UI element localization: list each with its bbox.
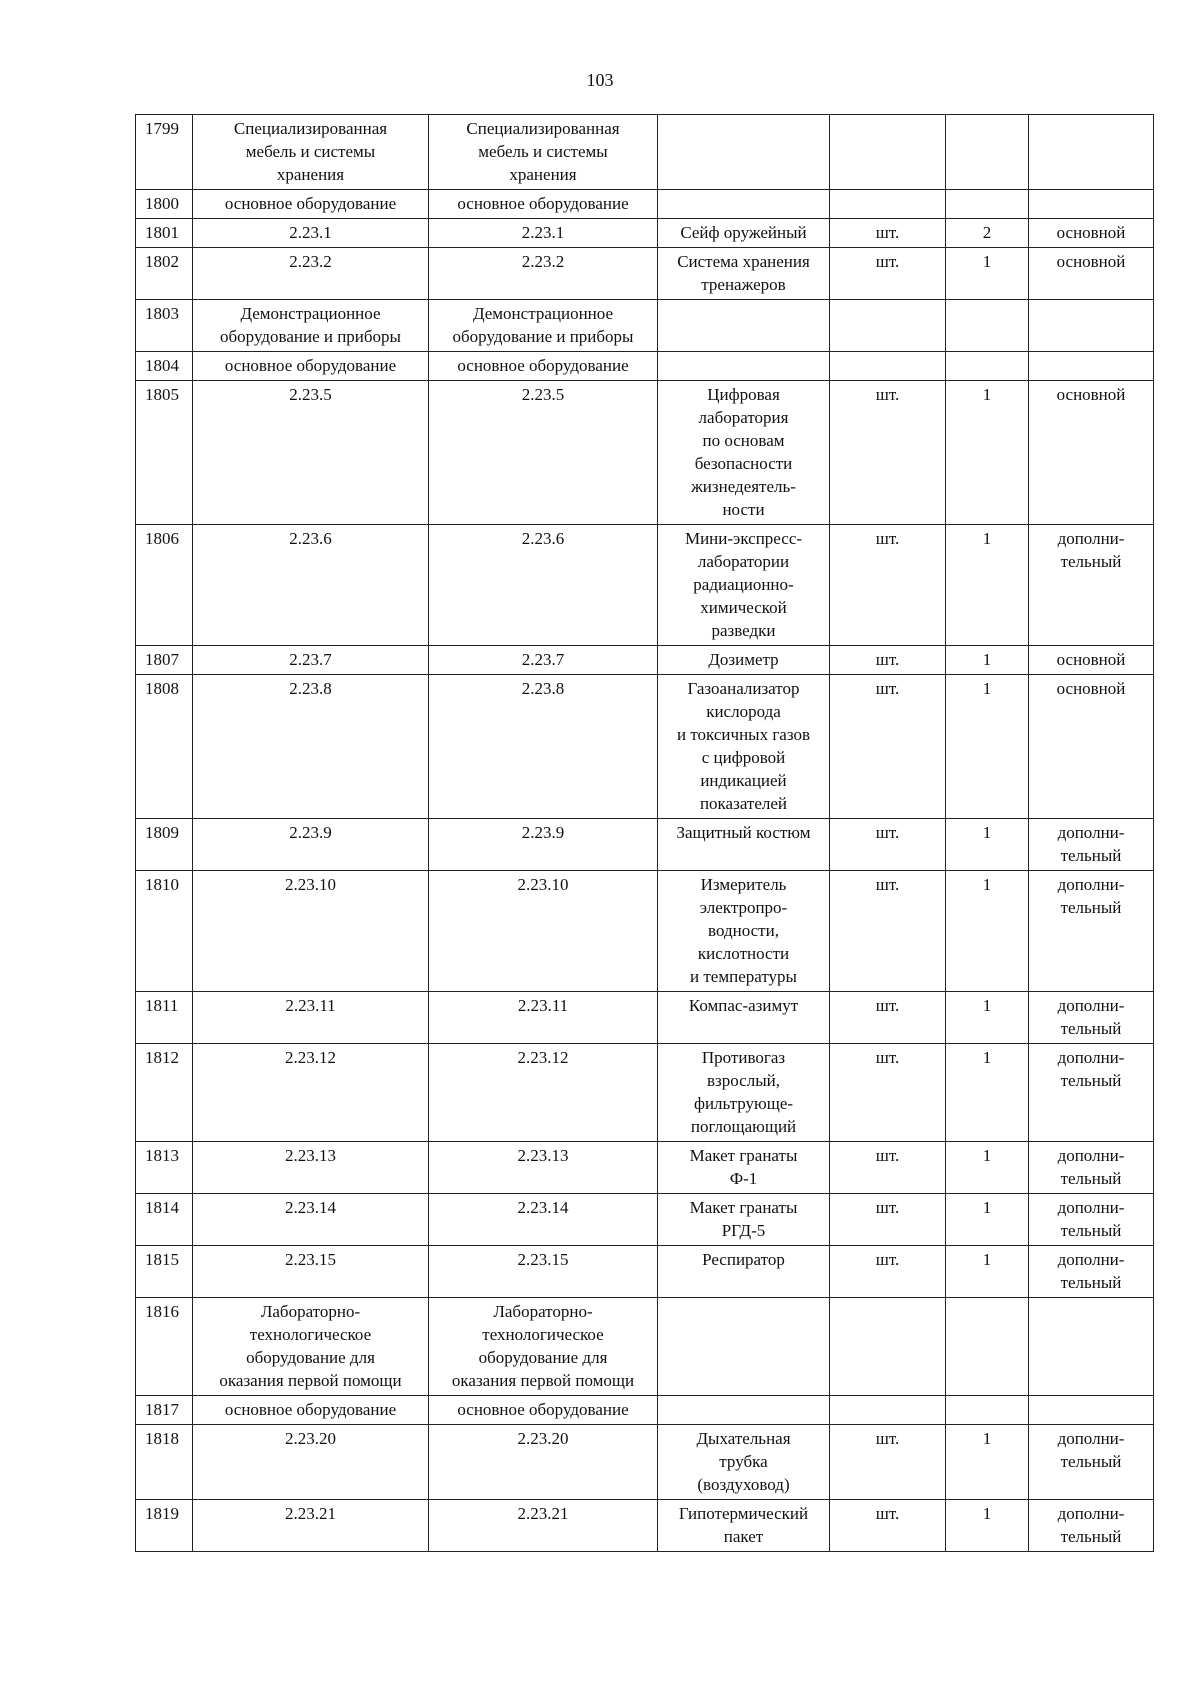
unit-cell (830, 190, 946, 219)
quantity-cell: 1 (946, 381, 1029, 525)
kind-cell: дополни- тельный (1029, 1500, 1154, 1552)
quantity-cell (946, 1396, 1029, 1425)
table-row (136, 1298, 1154, 1396)
subsection-code-cell: 2.23.8 (429, 675, 658, 819)
unit-cell: шт. (830, 1194, 946, 1246)
unit-cell: шт. (830, 675, 946, 819)
table-row (136, 1044, 1154, 1142)
quantity-cell: 1 (946, 646, 1029, 675)
section-code-cell: Демонстрационное оборудование и приборы (193, 300, 429, 352)
quantity-cell: 1 (946, 1425, 1029, 1500)
section-code-cell: 2.23.14 (193, 1194, 429, 1246)
kind-cell: дополни- тельный (1029, 525, 1154, 646)
item-name-cell (658, 1396, 830, 1425)
unit-cell: шт. (830, 819, 946, 871)
table-body (136, 115, 1154, 1552)
section-code-cell: 2.23.21 (193, 1500, 429, 1552)
item-name-cell: Макет гранаты Ф-1 (658, 1142, 830, 1194)
row-number-cell: 1807 (136, 646, 193, 675)
row-number-cell: 1802 (136, 248, 193, 300)
table-row (136, 525, 1154, 646)
kind-cell: дополни- тельный (1029, 1142, 1154, 1194)
item-name-cell: Гипотермический пакет (658, 1500, 830, 1552)
unit-cell (830, 115, 946, 190)
table-row (136, 675, 1154, 819)
unit-cell: шт. (830, 525, 946, 646)
equipment-table (135, 114, 1154, 1552)
subsection-code-cell: 2.23.20 (429, 1425, 658, 1500)
section-code-cell: основное оборудование (193, 352, 429, 381)
row-number-cell: 1814 (136, 1194, 193, 1246)
item-name-cell (658, 300, 830, 352)
section-code-cell: 2.23.12 (193, 1044, 429, 1142)
subsection-code-cell: 2.23.12 (429, 1044, 658, 1142)
subsection-code-cell: 2.23.14 (429, 1194, 658, 1246)
kind-cell (1029, 1298, 1154, 1396)
item-name-cell: Газоанализатор кислорода и токсичных газов с цифровой индикацией показателей (658, 675, 830, 819)
item-name-cell (658, 352, 830, 381)
item-name-cell: Макет гранаты РГД-5 (658, 1194, 830, 1246)
row-number-cell: 1818 (136, 1425, 193, 1500)
unit-cell: шт. (830, 1246, 946, 1298)
quantity-cell: 1 (946, 1044, 1029, 1142)
kind-cell: основной (1029, 219, 1154, 248)
item-name-cell (658, 1298, 830, 1396)
section-code-cell: 2.23.7 (193, 646, 429, 675)
subsection-code-cell: 2.23.10 (429, 871, 658, 992)
kind-cell: основной (1029, 381, 1154, 525)
subsection-code-cell: 2.23.1 (429, 219, 658, 248)
table-row (136, 1425, 1154, 1500)
kind-cell: дополни- тельный (1029, 1425, 1154, 1500)
section-code-cell: 2.23.13 (193, 1142, 429, 1194)
item-name-cell: Дозиметр (658, 646, 830, 675)
unit-cell: шт. (830, 1425, 946, 1500)
row-number-cell: 1812 (136, 1044, 193, 1142)
kind-cell (1029, 300, 1154, 352)
section-code-cell: 2.23.6 (193, 525, 429, 646)
kind-cell: дополни- тельный (1029, 992, 1154, 1044)
table-row (136, 819, 1154, 871)
subsection-code-cell: 2.23.5 (429, 381, 658, 525)
table-row (136, 219, 1154, 248)
unit-cell: шт. (830, 219, 946, 248)
item-name-cell: Система хранения тренажеров (658, 248, 830, 300)
subsection-code-cell: 2.23.11 (429, 992, 658, 1044)
kind-cell: дополни- тельный (1029, 1044, 1154, 1142)
table-row (136, 1500, 1154, 1552)
table-row (136, 115, 1154, 190)
row-number-cell: 1801 (136, 219, 193, 248)
quantity-cell: 1 (946, 992, 1029, 1044)
subsection-code-cell: 2.23.21 (429, 1500, 658, 1552)
row-number-cell: 1808 (136, 675, 193, 819)
section-code-cell: 2.23.15 (193, 1246, 429, 1298)
kind-cell (1029, 1396, 1154, 1425)
subsection-code-cell: 2.23.9 (429, 819, 658, 871)
quantity-cell: 1 (946, 675, 1029, 819)
table-row (136, 190, 1154, 219)
item-name-cell: Сейф оружейный (658, 219, 830, 248)
quantity-cell (946, 300, 1029, 352)
subsection-code-cell: 2.23.13 (429, 1142, 658, 1194)
row-number-cell: 1804 (136, 352, 193, 381)
quantity-cell: 1 (946, 1500, 1029, 1552)
section-code-cell: Специализированная мебель и системы хранения (193, 115, 429, 190)
section-code-cell: Лабораторно- технологическое оборудование для оказания первой помощи (193, 1298, 429, 1396)
subsection-code-cell: основное оборудование (429, 190, 658, 219)
subsection-code-cell: 2.23.6 (429, 525, 658, 646)
unit-cell: шт. (830, 1500, 946, 1552)
section-code-cell: 2.23.2 (193, 248, 429, 300)
subsection-code-cell: Специализированная мебель и системы хранения (429, 115, 658, 190)
row-number-cell: 1806 (136, 525, 193, 646)
unit-cell (830, 1396, 946, 1425)
quantity-cell (946, 115, 1029, 190)
quantity-cell: 1 (946, 1194, 1029, 1246)
row-number-cell: 1799 (136, 115, 193, 190)
quantity-cell (946, 1298, 1029, 1396)
kind-cell: основной (1029, 675, 1154, 819)
quantity-cell: 1 (946, 871, 1029, 992)
kind-cell: основной (1029, 646, 1154, 675)
section-code-cell: 2.23.20 (193, 1425, 429, 1500)
unit-cell (830, 300, 946, 352)
quantity-cell: 2 (946, 219, 1029, 248)
section-code-cell: 2.23.11 (193, 992, 429, 1044)
table-row (136, 992, 1154, 1044)
unit-cell (830, 352, 946, 381)
row-number-cell: 1813 (136, 1142, 193, 1194)
subsection-code-cell: Лабораторно- технологическое оборудование для оказания первой помощи (429, 1298, 658, 1396)
section-code-cell: основное оборудование (193, 1396, 429, 1425)
row-number-cell: 1815 (136, 1246, 193, 1298)
unit-cell: шт. (830, 992, 946, 1044)
item-name-cell (658, 115, 830, 190)
item-name-cell: Дыхательная трубка (воздуховод) (658, 1425, 830, 1500)
item-name-cell: Респиратор (658, 1246, 830, 1298)
page-number: 103 (586, 70, 614, 90)
subsection-code-cell: 2.23.2 (429, 248, 658, 300)
section-code-cell: 2.23.8 (193, 675, 429, 819)
subsection-code-cell: основное оборудование (429, 352, 658, 381)
row-number-cell: 1811 (136, 992, 193, 1044)
table-row (136, 1142, 1154, 1194)
kind-cell: дополни- тельный (1029, 1246, 1154, 1298)
row-number-cell: 1816 (136, 1298, 193, 1396)
unit-cell: шт. (830, 248, 946, 300)
unit-cell: шт. (830, 871, 946, 992)
item-name-cell: Защитный костюм (658, 819, 830, 871)
kind-cell (1029, 115, 1154, 190)
subsection-code-cell: 2.23.15 (429, 1246, 658, 1298)
table-row (136, 248, 1154, 300)
table-row (136, 1396, 1154, 1425)
kind-cell (1029, 352, 1154, 381)
kind-cell: основной (1029, 248, 1154, 300)
item-name-cell: Мини-экспресс- лаборатории радиационно- химической разведки (658, 525, 830, 646)
table-row (136, 1246, 1154, 1298)
item-name-cell: Противогаз взрослый, фильтрующе- поглощающий (658, 1044, 830, 1142)
quantity-cell: 1 (946, 525, 1029, 646)
table-row (136, 352, 1154, 381)
unit-cell: шт. (830, 1044, 946, 1142)
quantity-cell: 1 (946, 819, 1029, 871)
table-row (136, 1194, 1154, 1246)
kind-cell (1029, 190, 1154, 219)
section-code-cell: 2.23.5 (193, 381, 429, 525)
section-code-cell: основное оборудование (193, 190, 429, 219)
row-number-cell: 1819 (136, 1500, 193, 1552)
subsection-code-cell: 2.23.7 (429, 646, 658, 675)
table-row (136, 646, 1154, 675)
quantity-cell: 1 (946, 1246, 1029, 1298)
table-row (136, 871, 1154, 992)
quantity-cell (946, 352, 1029, 381)
row-number-cell: 1810 (136, 871, 193, 992)
quantity-cell: 1 (946, 1142, 1029, 1194)
section-code-cell: 2.23.1 (193, 219, 429, 248)
section-code-cell: 2.23.10 (193, 871, 429, 992)
unit-cell: шт. (830, 381, 946, 525)
item-name-cell (658, 190, 830, 219)
row-number-cell: 1817 (136, 1396, 193, 1425)
quantity-cell: 1 (946, 248, 1029, 300)
subsection-code-cell: основное оборудование (429, 1396, 658, 1425)
table-row (136, 300, 1154, 352)
item-name-cell: Измеритель электропро- водности, кислотности и температуры (658, 871, 830, 992)
row-number-cell: 1805 (136, 381, 193, 525)
item-name-cell: Компас-азимут (658, 992, 830, 1044)
unit-cell: шт. (830, 1142, 946, 1194)
kind-cell: дополни- тельный (1029, 819, 1154, 871)
row-number-cell: 1809 (136, 819, 193, 871)
kind-cell: дополни- тельный (1029, 871, 1154, 992)
unit-cell: шт. (830, 646, 946, 675)
row-number-cell: 1800 (136, 190, 193, 219)
unit-cell (830, 1298, 946, 1396)
quantity-cell (946, 190, 1029, 219)
kind-cell: дополни- тельный (1029, 1194, 1154, 1246)
section-code-cell: 2.23.9 (193, 819, 429, 871)
item-name-cell: Цифровая лаборатория по основам безопасности жизнедеятель- ности (658, 381, 830, 525)
table-row (136, 381, 1154, 525)
row-number-cell: 1803 (136, 300, 193, 352)
subsection-code-cell: Демонстрационное оборудование и приборы (429, 300, 658, 352)
